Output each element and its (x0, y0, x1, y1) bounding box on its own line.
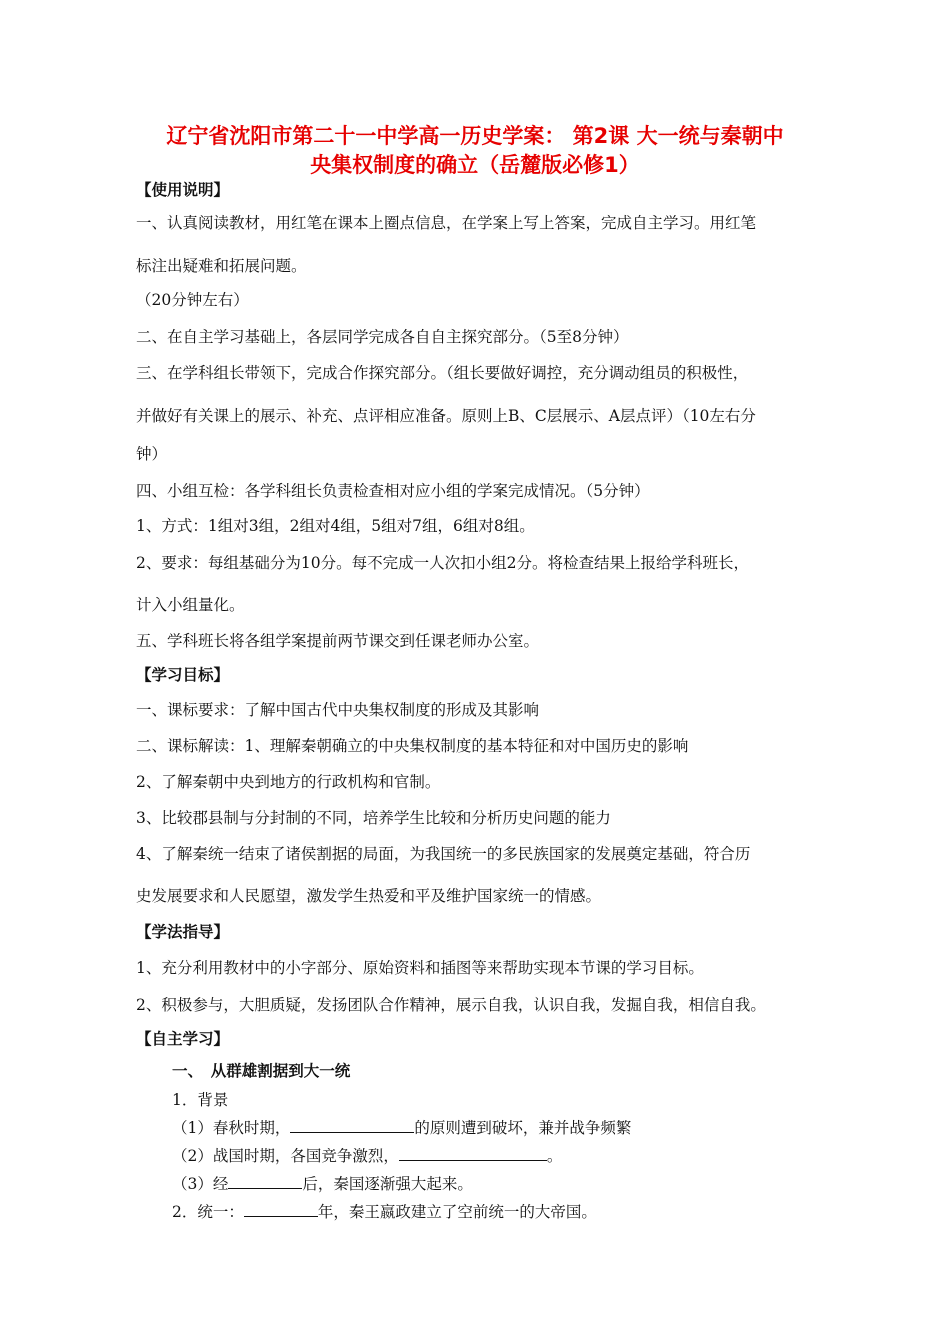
question-4-prefix: 2．统一： (172, 1203, 244, 1221)
usage-item-4-2b: 计入小组量化。 (136, 596, 245, 614)
question-4 (172, 1200, 597, 1222)
usage-item-5: 五、学科班长将各组学案提前两节课交到任课老师办公室。 (136, 632, 540, 650)
goals-heading: 【学习目标】 (136, 666, 230, 684)
usage-item-3c: 钟） (136, 445, 168, 463)
method-2: 2、积极参与，大胆质疑，发扬团队合作精神，展示自我，认识自我，发掘自我，相信自我。 (136, 996, 766, 1014)
usage-item-4-1: 1、方式：1组对3组，2组对4组，5组对7组，6组对8组。 (136, 517, 535, 535)
usage-item-1c: （20分钟左右） (136, 291, 249, 309)
goal-5b: 史发展要求和人民愿望，激发学生热爱和平及维护国家统一的情感。 (136, 887, 602, 905)
method-1: 1、充分利用教材中的小字部分、原始资料和插图等来帮助实现本节课的学习目标。 (136, 959, 704, 977)
question-3-prefix: （3）经 (172, 1175, 229, 1193)
goal-2: 二、课标解读：1、理解秦朝确立的中央集权制度的基本特征和对中国历史的影响 (136, 737, 689, 755)
usage-item-1a: 一、认真阅读教材，用红笔在课本上圈点信息，在学案上写上答案，完成自主学习。用红笔 (136, 214, 757, 232)
usage-item-4-2a: 2、要求：每组基础分为10分。每不完成一人次扣小组2分。将检查结果上报给学科班长， (136, 554, 749, 572)
question-1 (172, 1116, 631, 1138)
goal-3: 2、了解秦朝中央到地方的行政机构和官制。 (136, 773, 441, 791)
usage-item-3b: 并做好有关课上的展示、补充、点评相应准备。原则上B、C层展示、A层点评）（10左右分 (136, 407, 756, 425)
question-2-prefix: （2）战国时期，各国竞争激烈， (172, 1147, 399, 1165)
usage-item-4: 四、小组互检：各学科组长负责检查相对应小组的学案完成情况。（5分钟） (136, 482, 650, 500)
usage-heading: 【使用说明】 (136, 181, 230, 199)
question-1-blank[interactable] (290, 1116, 414, 1133)
question-2-blank[interactable] (399, 1144, 547, 1161)
question-4-blank[interactable] (244, 1200, 318, 1217)
question-2-suffix: 。 (546, 1147, 563, 1165)
question-2 (172, 1144, 562, 1166)
background-label: 1．背景 (172, 1091, 229, 1109)
goal-4: 3、比较郡县制与分封制的不同，培养学生比较和分析历史问题的能力 (136, 809, 611, 827)
usage-item-1b: 标注出疑难和拓展问题。 (136, 257, 307, 275)
question-1-suffix: 的原则遭到破坏，兼并战争频繁 (414, 1119, 632, 1137)
section-1-heading: 一、 从群雄割据到大一统 (172, 1062, 351, 1080)
method-heading: 【学法指导】 (136, 923, 230, 941)
usage-item-2: 二、在自主学习基础上，各层同学完成各自自主探究部分。（5至8分钟） (136, 328, 629, 346)
question-3-blank[interactable] (228, 1172, 302, 1189)
title-line-2: 央集权制度的确立（岳麓版必修1） (310, 153, 640, 177)
question-4-suffix: 年，秦王嬴政建立了空前统一的大帝国。 (317, 1203, 597, 1221)
question-3-suffix: 后，秦国逐渐强大起来。 (302, 1175, 473, 1193)
title-line-1: 辽宁省沈阳市第二十一中学高一历史学案： 第2课 大一统与秦朝中 (166, 124, 784, 148)
question-1-prefix: （1）春秋时期， (172, 1119, 291, 1137)
goal-1: 一、课标要求：了解中国古代中央集权制度的形成及其影响 (136, 701, 540, 719)
document-title (120, 122, 830, 180)
question-3 (172, 1172, 473, 1194)
self-study-heading: 【自主学习】 (136, 1030, 230, 1048)
usage-item-3a: 三、在学科组长带领下，完成合作探究部分。（组长要做好调控，充分调动组员的积极性， (136, 364, 749, 382)
goal-5a: 4、了解秦统一结束了诸侯割据的局面，为我国统一的多民族国家的发展奠定基础，符合历 (136, 845, 751, 863)
